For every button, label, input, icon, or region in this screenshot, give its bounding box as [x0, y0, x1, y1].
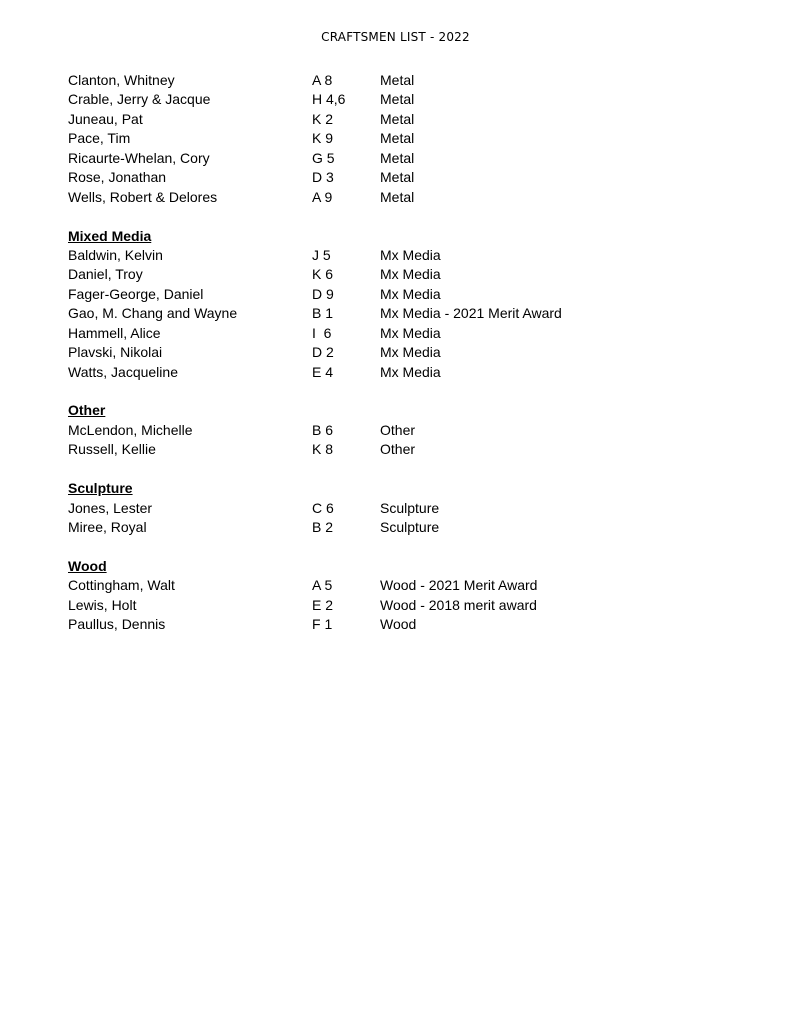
booth-number: J 5	[312, 246, 331, 263]
craftsman-name: Juneau, Pat	[68, 110, 143, 127]
booth-number: E 4	[312, 363, 334, 380]
craft-category: Metal	[380, 91, 415, 108]
booth-number: D 3	[312, 169, 334, 186]
craftsman-name: Lewis, Holt	[68, 596, 137, 613]
craft-category: Other	[380, 441, 416, 458]
craft-category: Other	[380, 421, 416, 438]
craft-category: Mx Media	[380, 363, 441, 380]
list-row	[68, 168, 748, 187]
list-row	[68, 596, 748, 615]
craftsman-name: Fager-George, Daniel	[68, 285, 204, 302]
craft-category: Wood	[380, 616, 417, 633]
section-heading: Wood	[68, 557, 107, 574]
booth-number: K 6	[312, 266, 334, 283]
section-other	[68, 401, 748, 459]
craft-category: Sculpture	[380, 499, 440, 516]
section-heading: Sculpture	[68, 480, 133, 497]
craft-category: Mx Media	[380, 285, 441, 302]
section-mixed-media	[68, 227, 748, 383]
booth-number: K 2	[312, 110, 334, 127]
section-metal	[68, 71, 748, 207]
craftsman-name: Hammell, Alice	[68, 324, 161, 341]
craftsman-name: McLendon, Michelle	[68, 421, 193, 438]
craftsman-name: Clanton, Whitney	[68, 72, 175, 88]
page-title: CRAFTSMEN LIST - 2022	[321, 30, 470, 44]
list-row	[68, 149, 748, 168]
craftsman-name: Wells, Robert & Delores	[68, 188, 218, 205]
list-row	[68, 440, 748, 459]
section-heading: Other	[68, 402, 106, 419]
booth-number: H 4,6	[312, 91, 346, 108]
craft-category: Wood - 2018 merit award	[380, 596, 537, 613]
list-row	[68, 499, 748, 518]
booth-number: G 5	[312, 149, 335, 166]
craftsman-name: Gao, M. Chang and Wayne	[68, 305, 238, 322]
craft-category: Metal	[380, 188, 415, 205]
craftsman-name: Russell, Kellie	[68, 441, 156, 458]
craft-category: Mx Media - 2021 Merit Award	[380, 305, 562, 322]
booth-number: A 5	[312, 577, 333, 594]
list-row	[68, 246, 748, 265]
booth-number: A 9	[312, 188, 333, 205]
craftsmen-list	[68, 71, 748, 635]
list-row	[68, 615, 748, 634]
list-row	[68, 71, 748, 90]
list-row	[68, 285, 748, 304]
booth-number: B 2	[312, 519, 334, 536]
craft-category: Sculpture	[380, 519, 440, 536]
craftsman-name: Pace, Tim	[68, 130, 131, 147]
list-row	[68, 576, 748, 595]
craftsman-name: Baldwin, Kelvin	[68, 246, 163, 263]
section-sculpture	[68, 479, 748, 537]
craft-category: Metal	[380, 110, 415, 127]
craft-category: Mx Media	[380, 266, 441, 283]
craftsman-name: Crable, Jerry & Jacque	[68, 91, 211, 108]
list-row	[68, 90, 748, 109]
list-row	[68, 343, 748, 362]
craft-category: Metal	[380, 72, 415, 88]
booth-number: B 1	[312, 305, 334, 322]
craftsman-name: Jones, Lester	[68, 499, 153, 516]
craftsman-name: Miree, Royal	[68, 519, 147, 536]
list-row	[68, 265, 748, 284]
craftsman-name: Plavski, Nikolai	[68, 344, 163, 361]
section-heading: Mixed Media	[68, 227, 152, 244]
list-row	[68, 188, 748, 207]
booth-number: I 6	[312, 324, 332, 341]
list-row	[68, 363, 748, 382]
craftsman-name: Watts, Jacqueline	[68, 363, 178, 380]
section-wood	[68, 557, 748, 635]
craftsman-name: Cottingham, Walt	[68, 577, 175, 594]
craftsman-name: Ricaurte-Whelan, Cory	[68, 149, 210, 166]
craftsman-name: Paullus, Dennis	[68, 616, 166, 633]
list-row	[68, 518, 748, 537]
list-row	[68, 421, 748, 440]
craft-category: Metal	[380, 130, 415, 147]
craft-category: Metal	[380, 149, 415, 166]
booth-number: F 1	[312, 616, 333, 633]
list-row	[68, 110, 748, 129]
booth-number: C 6	[312, 499, 334, 516]
booth-number: K 9	[312, 130, 334, 147]
booth-number: A 8	[312, 72, 333, 88]
list-row	[68, 324, 748, 343]
craft-category: Metal	[380, 169, 415, 186]
booth-number: E 2	[312, 596, 334, 613]
craft-category: Mx Media	[380, 344, 441, 361]
booth-number: D 2	[312, 344, 334, 361]
craft-category: Wood - 2021 Merit Award	[380, 577, 538, 594]
booth-number: B 6	[312, 421, 334, 438]
craftsman-name: Daniel, Troy	[68, 266, 143, 283]
list-row	[68, 304, 748, 323]
booth-number: D 9	[312, 285, 334, 302]
craftsman-name: Rose, Jonathan	[68, 169, 167, 186]
list-row	[68, 129, 748, 148]
craft-category: Mx Media	[380, 324, 441, 341]
craft-category: Mx Media	[380, 246, 441, 263]
booth-number: K 8	[312, 441, 334, 458]
